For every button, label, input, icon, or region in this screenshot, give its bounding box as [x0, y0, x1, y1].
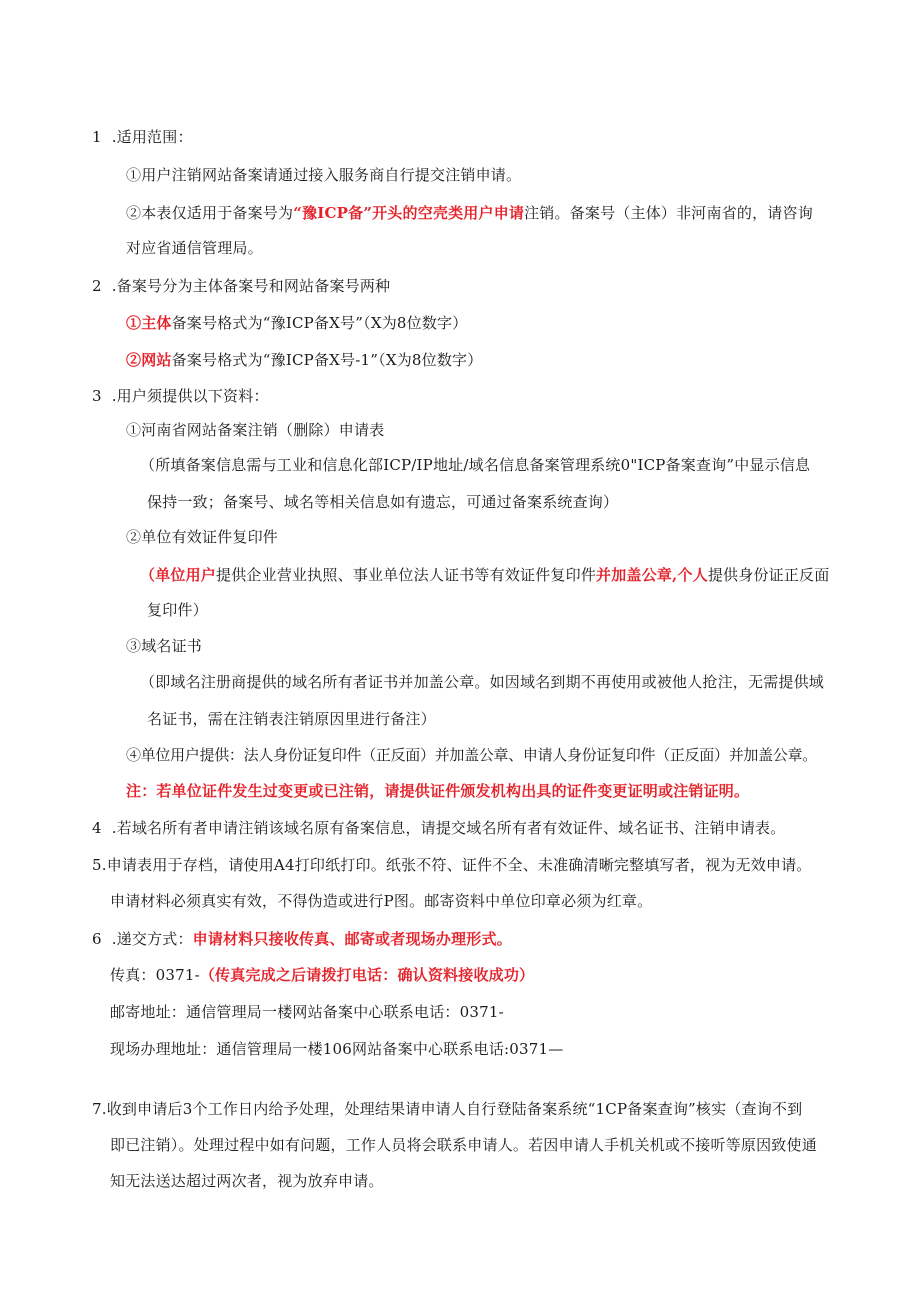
list-item: ②单位有效证件复印件: [126, 528, 279, 546]
section-title: .递交方式：: [111, 930, 193, 948]
section-4: [92, 818, 785, 838]
highlighted-text: ②网站: [126, 351, 172, 369]
paragraph: 即已注销）。处理过程中如有问题，工作人员将会联系申请人。若因申请人手机关机或不接听等原因致使通: [110, 1136, 817, 1154]
text-run: 备案号格式为“豫ICP备X号-1”（X为8位数字）: [171, 351, 483, 369]
text-run: 备案号格式为“豫ICP备X号”（X为8位数字）: [171, 314, 468, 332]
paragraph: .申请表用于存档，请使用A4打印纸打印。纸张不符、证件不全、未准确清晰完整填写者，视为无效申请。: [101, 856, 812, 874]
highlighted-text: 申请材料只接收传真、邮寄或者现场办理形式。: [192, 930, 512, 948]
list-item: ③域名证书: [126, 637, 203, 655]
text-run: 提供身份证正反面: [707, 566, 830, 584]
highlighted-text: （传真完成之后请拨打电话：确认资料接收成功）: [199, 966, 535, 984]
highlighted-text: ①主体: [126, 314, 172, 332]
fax-line: [110, 965, 534, 985]
paragraph: .若域名所有者申请注销该域名原有备案信息，请提交域名所有者有效证件、域名证书、注销申请表。: [111, 819, 786, 837]
paragraph: （即域名注册商提供的域名所有者证书并加盖公章。如因域名到期不再使用或被他人抢注，无需提供域: [140, 673, 825, 691]
highlighted-text: 并加盖公章,个人: [596, 566, 708, 584]
mail-address: 邮寄地址：通信管理局一楼网站备案中心联系电话：0371-: [110, 1003, 504, 1021]
paragraph: [140, 565, 829, 585]
section-number: 2: [92, 277, 102, 295]
paragraph: 名证书，需在注销表注销原因里进行备注）: [147, 710, 436, 728]
section-number: 6: [92, 930, 102, 948]
highlighted-text: （单位用户: [140, 566, 217, 584]
onsite-address: 现场办理地址：通信管理局一楼106网站备案中心联系电话:0371—: [110, 1040, 564, 1058]
warning-note: 注：若单位证件发生过变更或已注销，请提供证件颁发机构出具的证件变更证明或注销证明。: [126, 782, 750, 800]
section-5: [92, 855, 812, 875]
paragraph: （所填备案信息需与工业和信息化部ICP/IP地址/域名信息备案管理系统0"ICP备案查询”中显示信息: [140, 456, 811, 474]
paragraph: 保持一致；备案号、域名等相关信息如有遗忘，可通过备案系统查询）: [147, 493, 619, 511]
text-run: ②本表仅适用于备案号为: [126, 204, 294, 222]
section-number: 4: [92, 819, 102, 837]
paragraph: 对应省通信管理局。: [126, 239, 263, 257]
section-title: .用户须提供以下资料：: [111, 387, 269, 405]
list-item: ①河南省网站备案注销（删除）申请表: [126, 421, 385, 439]
section-2-heading: [92, 276, 390, 296]
section-6-heading: [92, 929, 512, 949]
paragraph: [126, 350, 482, 370]
section-number: 5: [92, 856, 102, 874]
list-item: ④单位用户提供：法人身份证复印件（正反面）并加盖公章、申请人身份证复印件（正反面）并加盖公章。: [126, 746, 817, 764]
section-title: .适用范围：: [111, 128, 193, 146]
section-title: .备案号分为主体备案号和网站备案号两种: [111, 277, 391, 295]
section-7: [92, 1099, 802, 1119]
text-run: 提供企业营业执照、事业单位法人证书等有效证件复印件: [216, 566, 597, 584]
paragraph: 复印件）: [147, 601, 208, 619]
highlighted-text: “豫ICP备”开头的空壳类用户申请: [293, 204, 525, 222]
paragraph: 申请材料必须真实有效，不得伪造或进行P图。邮寄资料中单位印章必须为红章。: [110, 892, 653, 910]
paragraph: [126, 313, 467, 333]
paragraph: 知无法送达超过两次者，视为放弃申请。: [110, 1172, 384, 1190]
paragraph: ①用户注销网站备案请通过接入服务商自行提交注销申请。: [126, 166, 522, 184]
section-number: 1: [92, 128, 102, 146]
paragraph: [126, 203, 813, 223]
section-1-heading: [92, 127, 193, 147]
text-run: 传真：0371-: [110, 966, 200, 984]
section-number: 7: [92, 1100, 102, 1118]
section-3-heading: [92, 386, 269, 406]
paragraph: .收到申请后3个工作日内给予处理，处理结果请申请人自行登陆备案系统“1CP备案查询”核实（查询不到: [101, 1100, 803, 1118]
section-number: 3: [92, 387, 102, 405]
text-run: 注销。备案号（主体）非河南省的，请咨询: [524, 204, 813, 222]
